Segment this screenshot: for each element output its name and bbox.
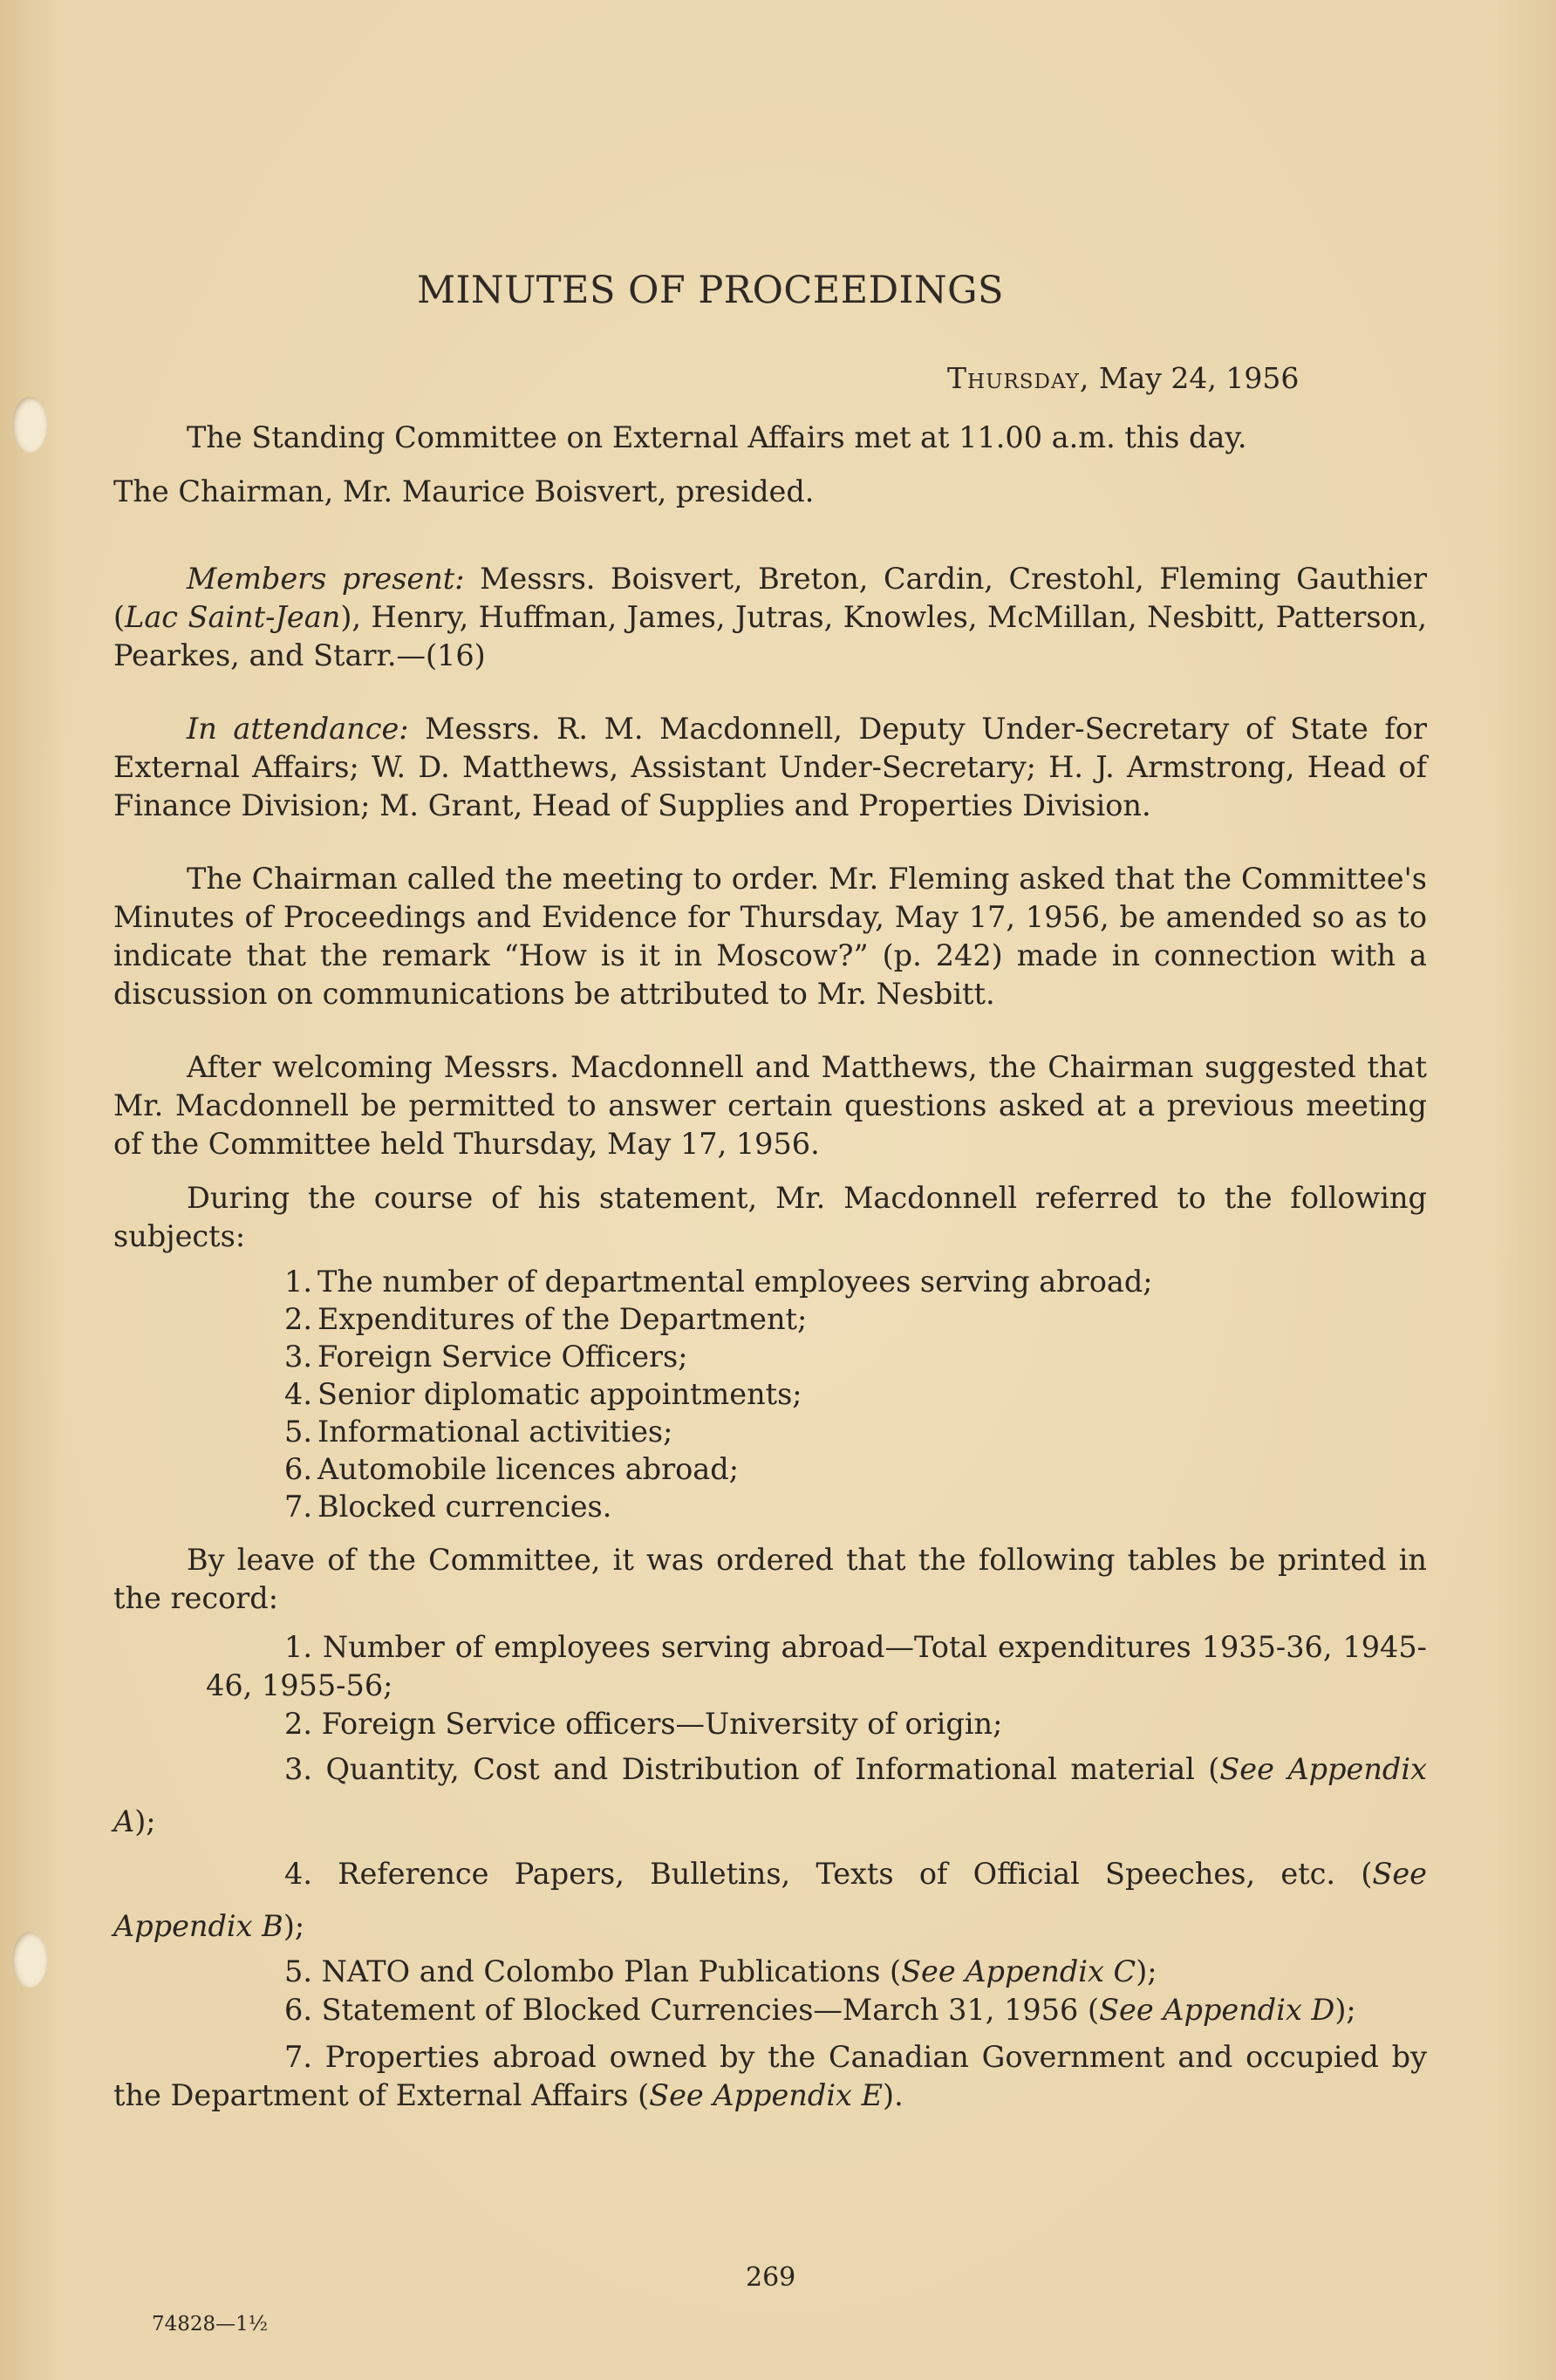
list-item [113,1413,1427,1450]
list-item-number: 7. [284,1490,312,1524]
meeting-date [947,361,1299,395]
table-entry: 1. Number of employees serving abroad—Total expenditures 1935-36, 1945-46, 1955-56; [206,1630,1427,1702]
list-item [113,1263,1427,1300]
list-item-text: Informational activities; [317,1415,673,1449]
list-item [113,1375,1427,1413]
table-entry-text: 4. Reference Papers, Bulletins, Texts of Official Speeches, etc. ( [284,1857,1373,1891]
fleming-paragraph: The Chairman called the meeting to order. Mr. Fleming asked that the Committee's Minutes of Proceedings and Evidence for Thursday, May 17, 1956, be amended so as to indicate that the remark “How is it in Moscow?” (p. 242) made in connection with a discussion on communications be attributed to Mr. Nesbitt. [113,862,1427,1011]
table-entry [113,1848,1427,1953]
table-entry-text: 3. Quantity, Cost and Distribution of Informational material ( [284,1752,1220,1786]
table-entry-end: ). [883,2078,904,2112]
list-item-number: 3. [284,1340,312,1374]
appendix-reference: See Appendix B [113,1857,1427,1943]
chairman-paragraph: The Chairman, Mr. Maurice Boisvert, presided. [113,474,815,508]
list-item-text: Foreign Service Officers; [317,1340,688,1374]
list-item-text: Blocked currencies. [317,1490,612,1524]
table-entry [113,1953,1427,1991]
attendance-text: Messrs. R. M. Macdonnell, Deputy Under-Secretary of State for External Affairs; W. D. Matthews, Assistant Under-Secretary; H. J. Armstrong, Head of Finance Division; M. Grant, Head of Supplies and Properties Division. [113,712,1427,822]
table-entry-end: ); [283,1909,305,1943]
minutes-body [113,419,1427,2115]
list-item [113,1338,1427,1375]
binding-hole [12,1932,47,1988]
table-entry-end: ); [1136,1954,1157,1988]
date-day: Thursday, [947,361,1090,395]
document-title: MINUTES OF PROCEEDINGS [417,269,1004,312]
list-item-number: 2. [284,1302,312,1336]
members-text-cont: ), Henry, Huffman, James, Jutras, Knowles, McMillan, Nesbitt, Patterson, Pearkes, and Starr.—(16) [113,600,1427,672]
list-item [113,1300,1427,1338]
tables-list [113,1628,1427,2115]
list-item-number: 1. [284,1265,312,1299]
list-item-number: 4. [284,1377,312,1411]
appendix-reference: See Appendix A [113,1752,1427,1838]
welcome-paragraph: After welcoming Messrs. Macdonnell and Matthews, the Chairman suggested that Mr. Macdonnell be permitted to answer certain questions asked at a previous meeting of the Committee held Thursday, May 17, 1956. [113,1050,1427,1161]
list-item-text: Automobile licences abroad; [317,1452,740,1486]
list-item-number: 6. [284,1452,312,1486]
table-entry-text: 6. Statement of Blocked Currencies—March 31, 1956 ( [284,1993,1100,2027]
appendix-reference: See Appendix C [901,1954,1136,1988]
members-text: Messrs. Boisvert, Breton, Cardin, Crestohl, Fleming Gauthier ( [113,562,1427,634]
table-entry [113,2038,1427,2115]
subjects-list [113,1263,1427,1525]
table-entry-text: 7. Properties abroad owned by the Canadian Government and occupied by the Department of External Affairs ( [113,2040,1427,2112]
list-item-number: 5. [284,1415,312,1449]
appendix-reference: See Appendix E [649,2078,884,2112]
table-entry-end: ); [1334,1993,1356,2027]
opening-paragraph: The Standing Committee on External Affairs met at 11.00 a.m. this day. [187,420,1247,454]
members-place: Lac Saint-Jean [125,600,341,634]
list-item [113,1488,1427,1525]
members-label: Members present: [187,562,465,596]
table-entry-text: 5. NATO and Colombo Plan Publications ( [284,1954,902,1988]
list-item-text: Senior diplomatic appointments; [317,1377,802,1411]
members-paragraph [113,560,1427,675]
list-item-text: The number of departmental employees serving abroad; [317,1265,1153,1299]
table-entry-end: ); [134,1804,156,1838]
table-entry [113,1743,1427,1848]
date-rest: May 24, 1956 [1089,361,1300,395]
table-entry [113,1991,1427,2029]
list-item-text: Expenditures of the Department; [317,1302,808,1336]
page-number: 269 [746,2262,796,2293]
tables-paragraph: By leave of the Committee, it was ordered that the following tables be printed in the record: [113,1543,1427,1615]
subjects-paragraph: During the course of his statement, Mr. Macdonnell referred to the following subjects: [113,1181,1427,1253]
print-code: 74828—1½ [152,2313,269,2336]
binding-hole [12,397,47,453]
appendix-reference: See Appendix D [1099,1993,1335,2027]
list-item [113,1450,1427,1488]
table-entry: 2. Foreign Service officers—University of origin; [284,1707,1003,1741]
attendance-label: In attendance: [187,712,409,746]
attendance-paragraph [113,710,1427,825]
